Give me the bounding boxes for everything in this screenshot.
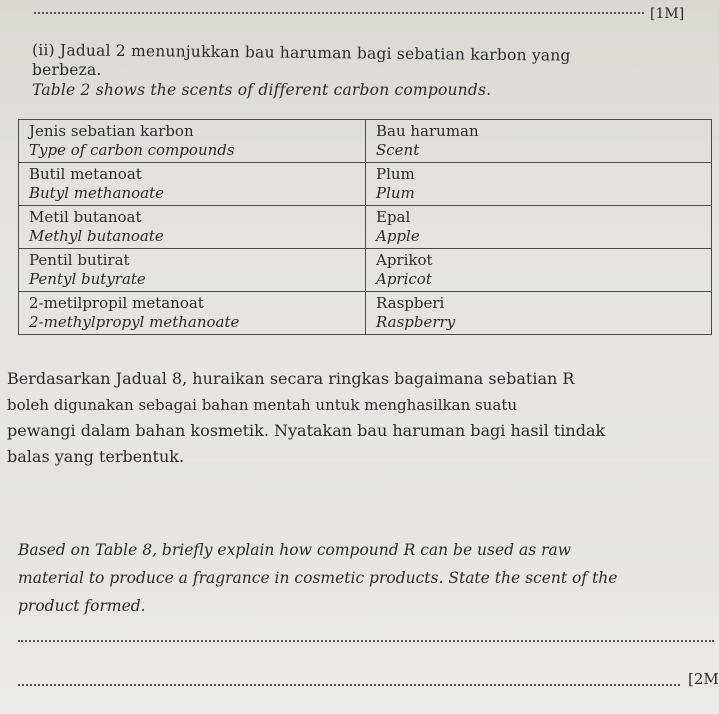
table-header-row [19, 120, 712, 163]
compound-cell: 2-metilpropil metanoat 2-methylpropyl methanoate [19, 292, 366, 335]
scent-cell: Epal Apple [366, 206, 712, 249]
table-row [19, 206, 712, 249]
instruction-ms: Berdasarkan Jadual 8, huraikan secara ringkas bagaimana sebatian R boleh digunakan sebagai bahan mentah untuk menghasilkan suatu pewangi dalam bahan kosmetik. Nyatakan bau haruman bagi hasil tindak balas yang terbentuk. [7, 369, 606, 466]
answer-line-previous [34, 12, 644, 14]
compound-cell: Butil metanoat Butyl methanoate [19, 163, 366, 206]
answer-line-1[interactable] [18, 640, 714, 642]
carbon-compounds-table [18, 119, 712, 335]
answer-mark: [2M [688, 670, 719, 688]
scent-cell: Raspberi Raspberry [366, 292, 712, 335]
compound-cell: Pentil butirat Pentyl butyrate [19, 249, 366, 292]
question-label: (ii) [31, 41, 55, 60]
table-row [19, 163, 712, 206]
table-row [19, 292, 712, 335]
table-row [19, 249, 712, 292]
compound-cell: Metil butanoat Methyl butanoate [19, 206, 366, 249]
question-text-ms: Jadual 2 menunjukkan bau haruman bagi sebatian karbon yang [59, 41, 571, 65]
scent-cell: Plum Plum [366, 163, 712, 206]
question-intro-en: Table 2 shows the scents of different carbon compounds. [32, 81, 492, 99]
scent-cell: Aprikot Apricot [366, 249, 712, 292]
table-header-compound: Jenis sebatian karbon Type of carbon compounds [19, 120, 366, 163]
previous-mark: [1M] [650, 6, 685, 22]
answer-line-2[interactable] [18, 684, 680, 686]
question-intro-ms-line2: berbeza. [32, 61, 102, 79]
instruction-en: Based on Table 8, briefly explain how compound R can be used as raw material to produce a fragrance in cosmetic products. State the scent of the product formed. [18, 541, 618, 615]
table-header-scent: Bau haruman Scent [366, 120, 712, 163]
